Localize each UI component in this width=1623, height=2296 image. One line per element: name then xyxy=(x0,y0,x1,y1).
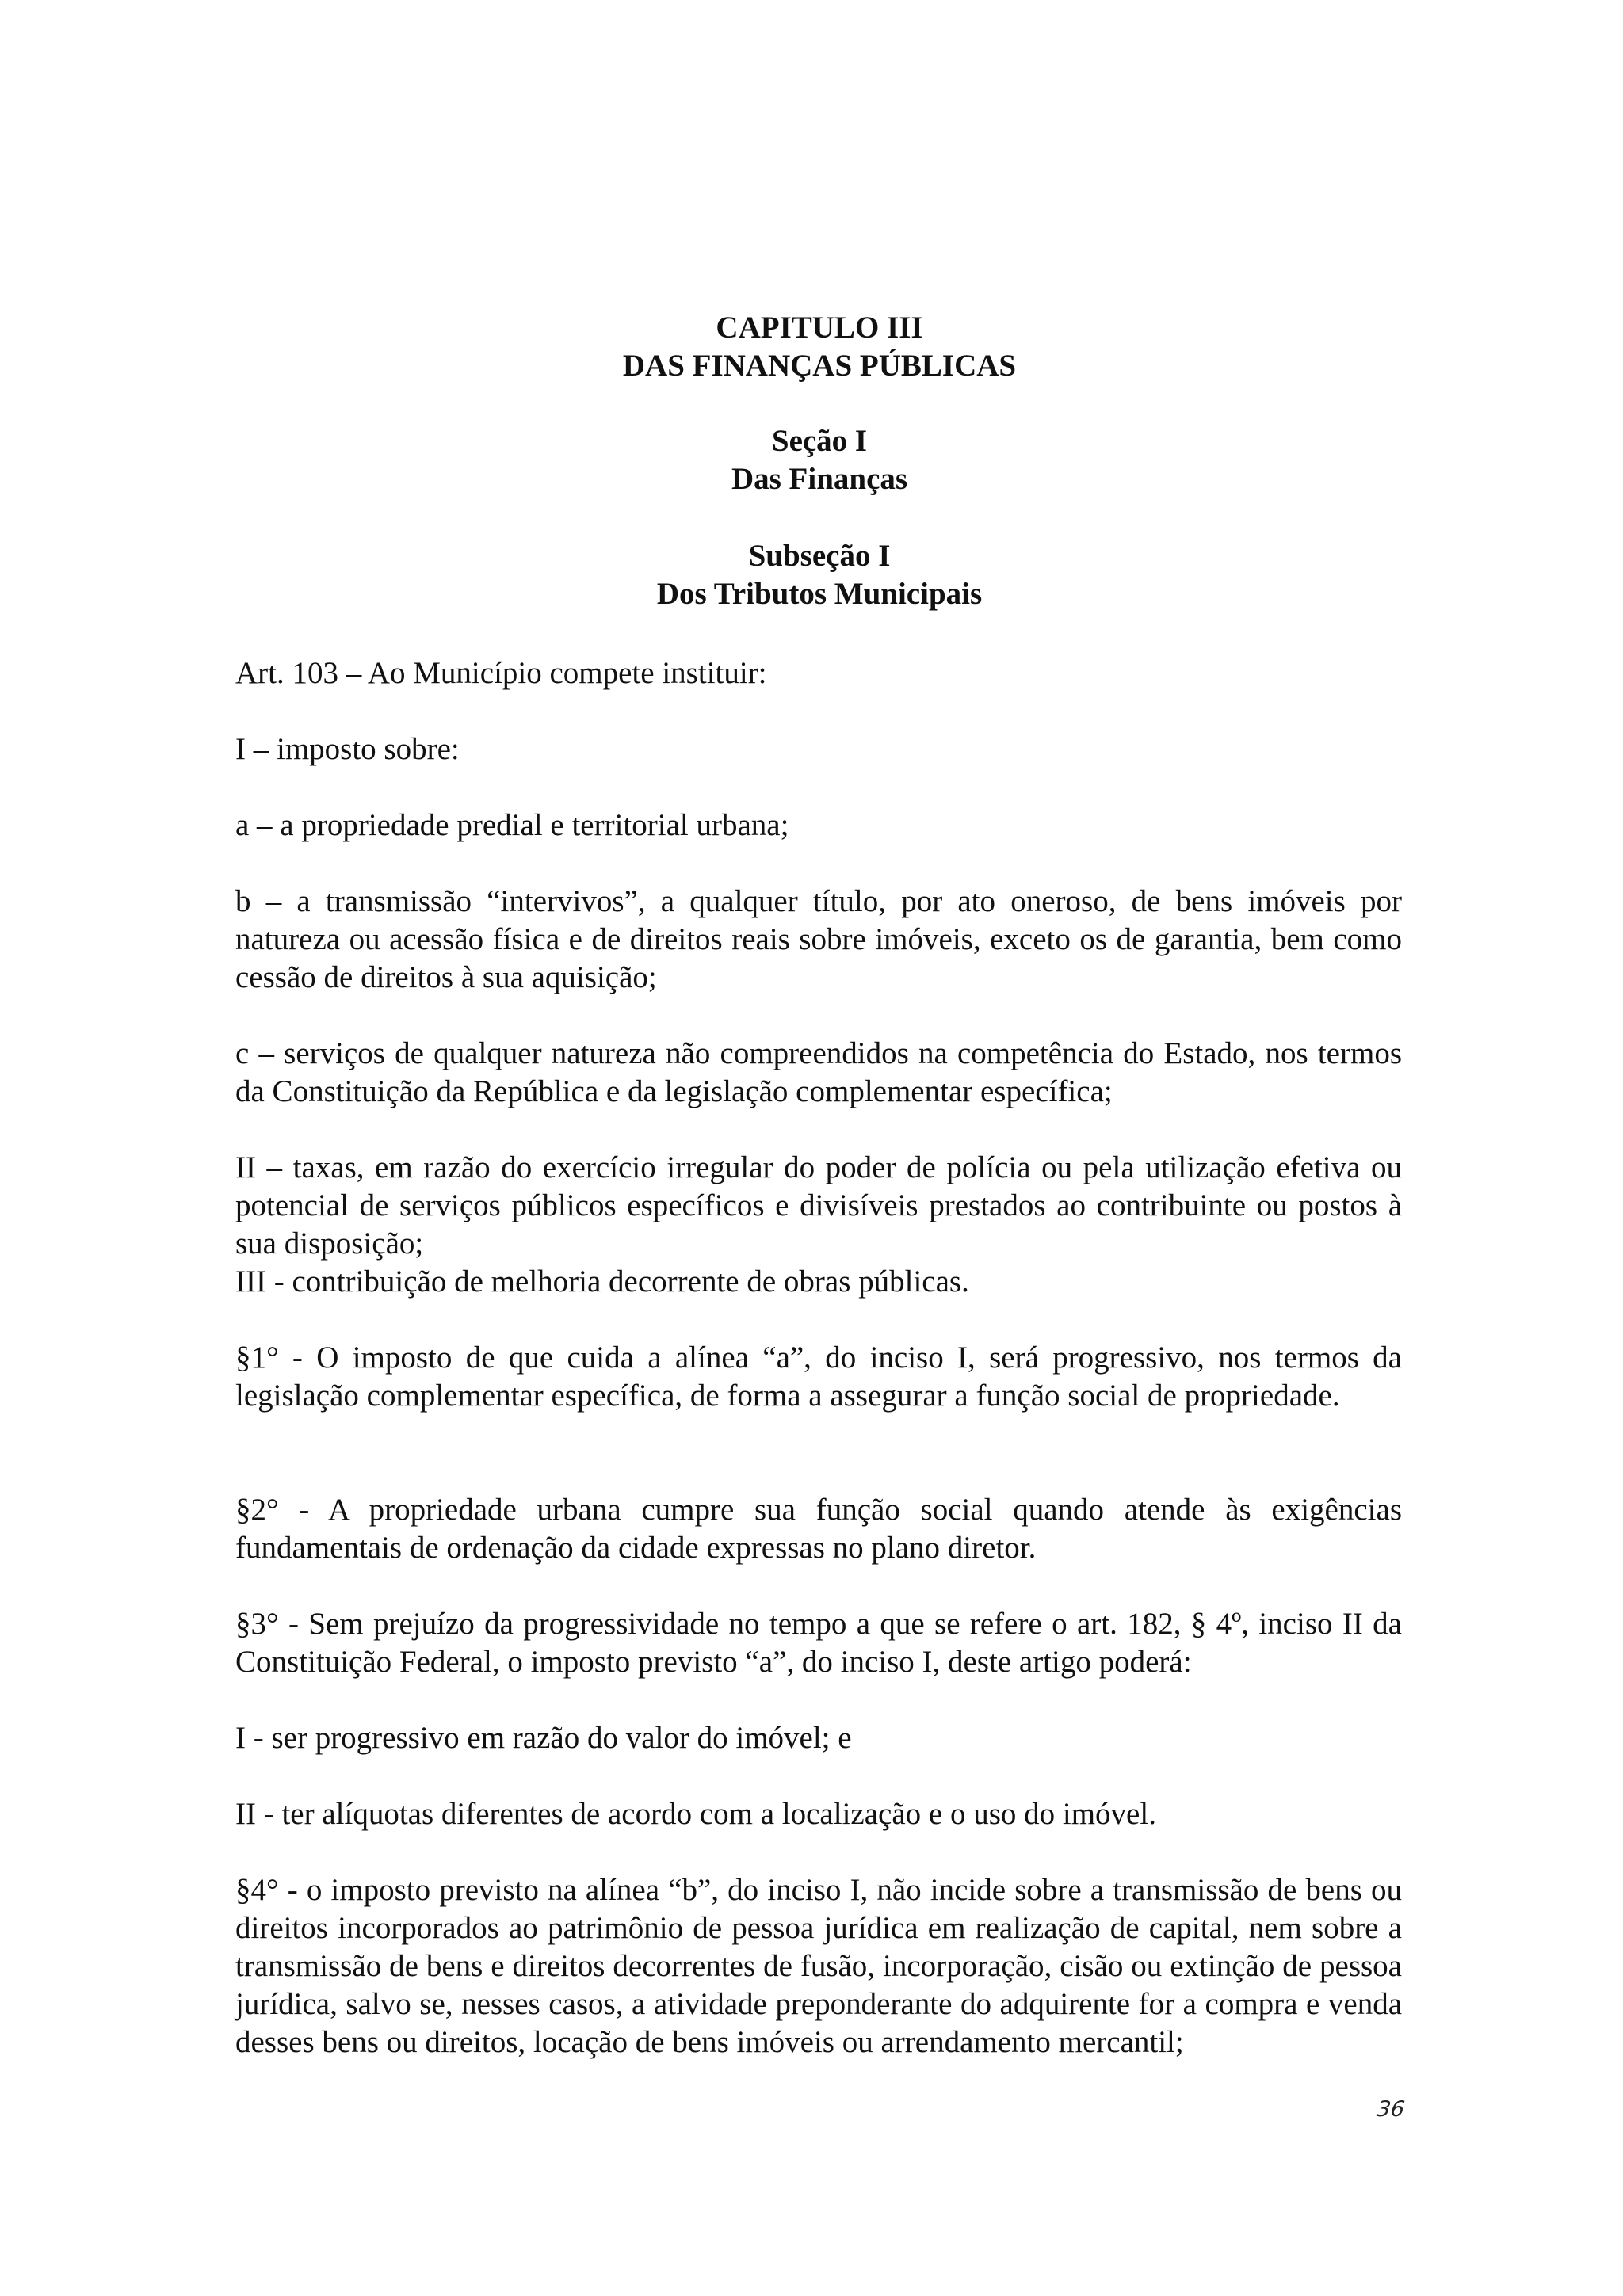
paragraph-1: §1° - O imposto de que cuida a alínea “a”, do inciso I, será progressivo, nos termos da legislação complementar específica, de forma a assegurar a função social de propriedade. xyxy=(235,1341,1402,1413)
inciso-i: I – imposto sobre: xyxy=(235,732,460,766)
inciso-iii: III - contribuição de melhoria decorrente de obras públicas. xyxy=(235,1264,969,1299)
page-number: 36 xyxy=(1375,2097,1407,2122)
paragraph-3-item-ii: II - ter alíquotas diferentes de acordo com a localização e o uso do imóvel. xyxy=(235,1797,1156,1831)
paragraph-3-item-i: I - ser progressivo em razão do valor do imóvel; e xyxy=(235,1721,852,1755)
alinea-b: b – a transmissão “intervivos”, a qualquer título, por ato oneroso, de bens imóveis por natureza ou acessão física e de direitos reais sobre imóveis, exceto os de garantia, bem como cessão de direitos à sua aquisição; xyxy=(235,884,1402,994)
inciso-ii: II – taxas, em razão do exercício irregular do poder de polícia ou pela utilização efetiva ou potencial de serviços públicos específicos e divisíveis prestados ao contribuinte ou postos à sua disposição; xyxy=(235,1150,1402,1261)
chapter-title: CAPITULO III xyxy=(716,311,923,345)
chapter-subtitle: DAS FINANÇAS PÚBLICAS xyxy=(622,349,1017,383)
alinea-a: a – a propriedade predial e territorial urbana; xyxy=(235,808,789,842)
section-title: Seção I xyxy=(771,424,868,458)
subsection-heading xyxy=(8,537,1623,613)
article-103: Art. 103 – Ao Município compete instituir: xyxy=(235,656,767,690)
chapter-heading xyxy=(8,309,1623,385)
alinea-c: c – serviços de qualquer natureza não compreendidos na competência do Estado, nos termos da Constituição da República e da legislação complementar específica; xyxy=(235,1036,1402,1108)
subsection-title: Subseção I xyxy=(748,539,891,573)
section-heading xyxy=(8,422,1623,498)
paragraph-3: §3° - Sem prejuízo da progressividade no tempo a que se refere o art. 182, § 4º, inciso II da Constituição Federal, o imposto previsto “a”, do inciso I, deste artigo poderá: xyxy=(235,1607,1402,1679)
subsection-subtitle: Dos Tributos Municipais xyxy=(656,577,983,611)
paragraph-2: §2° - A propriedade urbana cumpre sua função social quando atende às exigências fundamentais de ordenação da cidade expressas no plano diretor. xyxy=(235,1493,1402,1565)
paragraph-4: §4° - o imposto previsto na alínea “b”, do inciso I, não incide sobre a transmissão de bens ou direitos incorporados ao patrimônio de pessoa jurídica em realização de capital, nem sobre a transmissão de bens e direitos decorrentes de fusão, incorporação, cisão ou extinção de pessoa jurídica, salvo se, nesses casos, a atividade preponderante do adquirente for a compra e venda desses bens ou direitos, locação de bens imóveis ou arrendamento mercantil; xyxy=(235,1873,1402,2059)
section-subtitle: Das Finanças xyxy=(731,462,908,496)
